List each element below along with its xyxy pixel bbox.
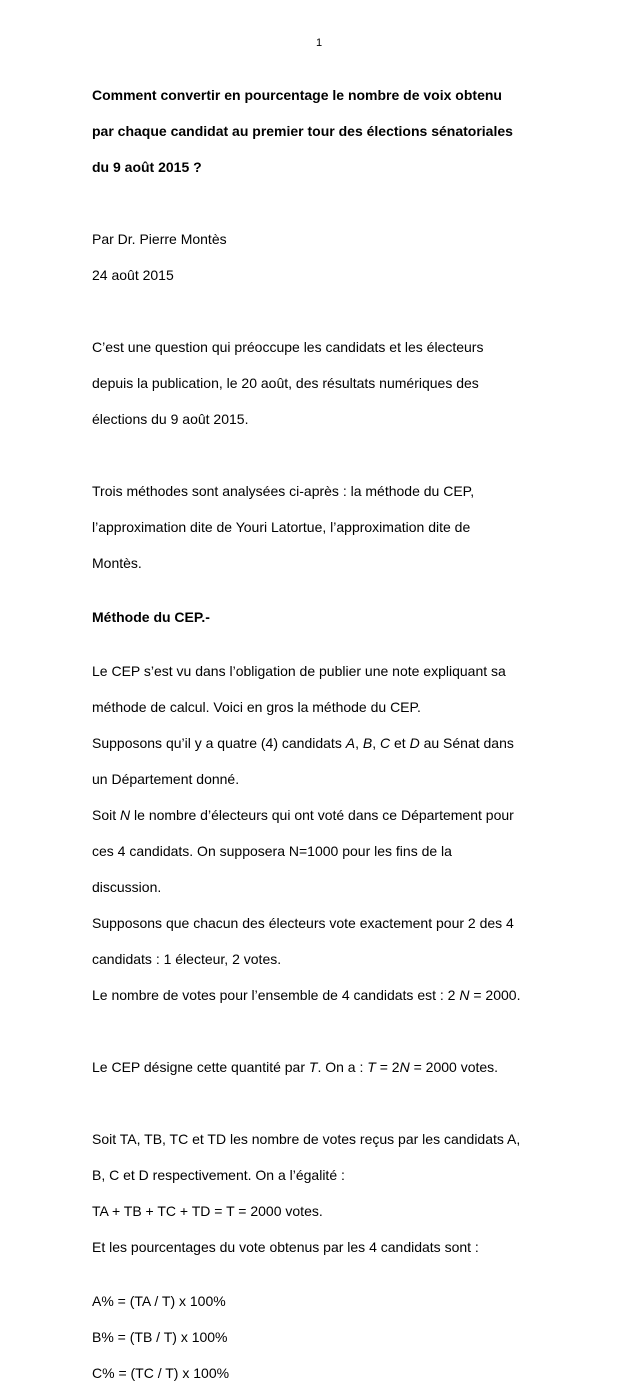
variable-n: N (399, 1059, 410, 1075)
title-line-3: du 9 août 2015 ? (92, 159, 202, 175)
t-definition-mid: . On a : (317, 1059, 368, 1075)
intro-line-3: élections du 9 août 2015. (92, 411, 249, 427)
candidate-b: B (362, 735, 373, 751)
votes-paragraph (92, 1112, 552, 1274)
variable-t: T (308, 1059, 318, 1075)
methods-line-2: l’approximation dite de Youri Latortue, l’approximation dite de (92, 519, 471, 535)
spacer (92, 194, 552, 212)
methods-line-3: Montès. (92, 555, 142, 571)
spacer (92, 1022, 552, 1040)
formula-c: C% = (TC / T) x 100% (92, 1365, 230, 1381)
spacer (92, 1310, 552, 1328)
document-title (92, 68, 552, 194)
spacer (92, 302, 552, 320)
candidate-c: C (379, 735, 391, 751)
votes-line-3: TA + TB + TC + TD = T = 2000 votes. (92, 1203, 323, 1219)
document-body (92, 68, 552, 1382)
intro-paragraph (92, 320, 552, 446)
cep-line-10 (92, 986, 552, 1004)
cep-line-3-pre: Supposons qu’il y a quatre (4) candidats (92, 735, 346, 751)
cep-line-10-pre: Le nombre de votes pour l’ensemble de 4 candidats est : 2 (92, 987, 460, 1003)
spacer (92, 626, 552, 644)
byline (92, 212, 552, 302)
t-definition-pre: Le CEP désigne cette quantité par (92, 1059, 309, 1075)
cep-line-1: Le CEP s’est vu dans l’obligation de publier une note expliquant sa (92, 663, 506, 679)
spacer (92, 1274, 552, 1292)
spacer (92, 590, 552, 608)
title-line-2: par chaque candidat au premier tour des élections sénatoriales (92, 123, 513, 139)
cep-line-3-post: au Sénat dans (419, 735, 514, 751)
methods-summary-paragraph (92, 464, 552, 590)
title-line-1: Comment convertir en pourcentage le nombre de voix obtenu (92, 87, 502, 103)
votes-line-1: Soit TA, TB, TC et TD les nombre de votes reçus par les candidats A, (92, 1131, 521, 1147)
spacer (92, 1346, 552, 1364)
publication-date: 24 août 2015 (92, 267, 174, 283)
cep-line-2: méthode de calcul. Voici en gros la méthode du CEP. (92, 699, 421, 715)
variable-t: T (367, 1059, 376, 1075)
formula-a: A% = (TA / T) x 100% (92, 1293, 226, 1309)
cep-method-paragraph (92, 644, 552, 1022)
separator: , (372, 735, 380, 751)
cep-line-10-post: = 2000. (469, 987, 521, 1003)
cep-line-4: un Département donné. (92, 771, 240, 787)
t-definition-paragraph (92, 1040, 552, 1094)
author: Par Dr. Pierre Montès (92, 231, 227, 247)
candidate-a: A (345, 735, 356, 751)
cep-line-7: discussion. (92, 879, 162, 895)
cep-line-6: ces 4 candidats. On supposera N=1000 pour les fins de la (92, 843, 452, 859)
intro-line-2: depuis la publication, le 20 août, des résultats numériques des (92, 375, 479, 391)
section-heading: Méthode du CEP.- (92, 609, 210, 625)
page-number: 1 (315, 37, 323, 49)
conjunction: et (390, 735, 410, 751)
cep-line-3 (92, 734, 552, 752)
cep-line-8: Supposons que chacun des électeurs vote exactement pour 2 des 4 (92, 915, 514, 931)
votes-line-2: B, C et D respectivement. On a l’égalité : (92, 1167, 345, 1183)
cep-line-5 (92, 806, 552, 824)
cep-line-5-post: le nombre d’électeurs qui ont voté dans ce Département pour (130, 807, 514, 823)
methods-line-1: Trois méthodes sont analysées ci-après : la méthode du CEP, (92, 483, 475, 499)
cep-line-9: candidats : 1 électeur, 2 votes. (92, 951, 282, 967)
formula-b: B% = (TB / T) x 100% (92, 1329, 228, 1345)
t-definition-post: = 2000 votes. (409, 1059, 499, 1075)
votes-line-4: Et les pourcentages du vote obtenus par les 4 candidats sont : (92, 1239, 479, 1255)
variable-n: N (459, 987, 470, 1003)
spacer (92, 446, 552, 464)
cep-line-5-pre: Soit (92, 807, 121, 823)
variable-n: N (120, 807, 131, 823)
separator: , (355, 735, 363, 751)
t-definition-line (92, 1058, 552, 1076)
intro-line-1: C’est une question qui préoccupe les candidats et les électeurs (92, 339, 484, 355)
t-definition-eq: = 2 (375, 1059, 400, 1075)
candidate-d: D (409, 735, 420, 751)
spacer (92, 1094, 552, 1112)
